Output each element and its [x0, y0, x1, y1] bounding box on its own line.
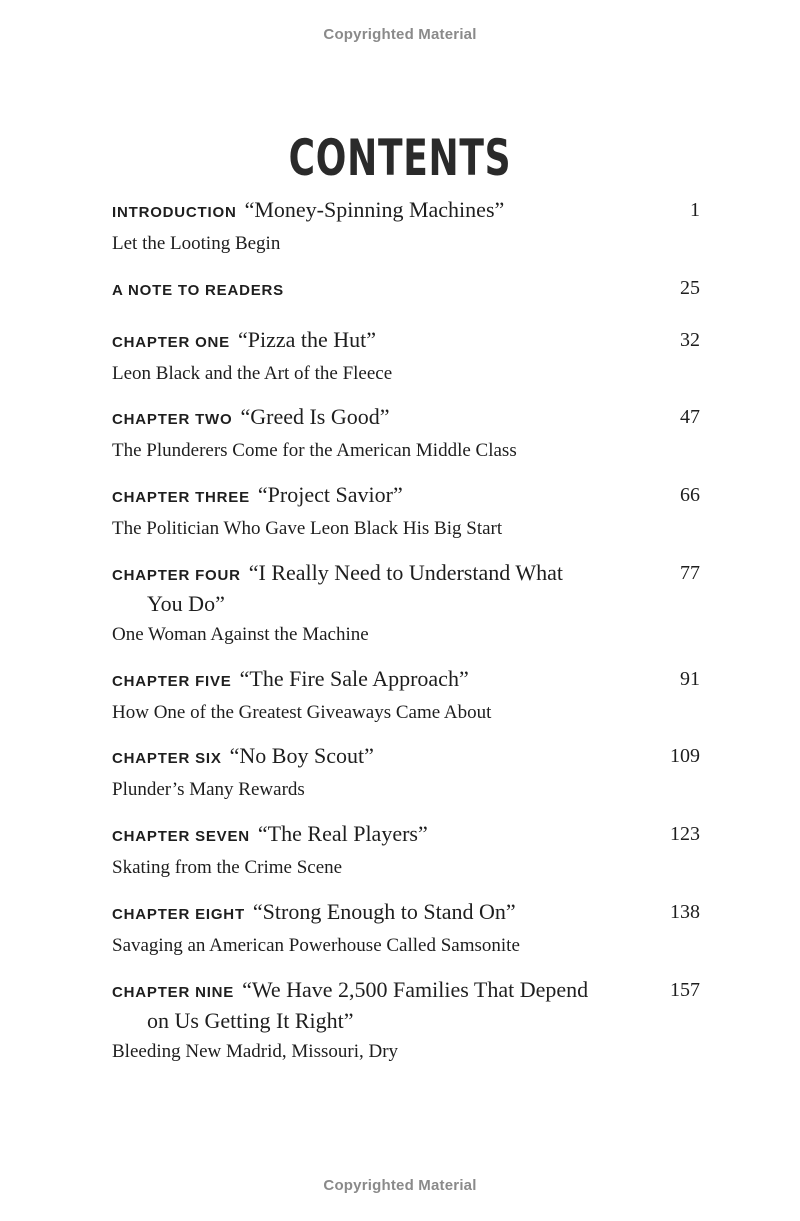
toc-entry-chapter-four[interactable]	[112, 559, 700, 647]
toc-entry-introduction[interactable]	[112, 196, 700, 256]
toc-entry-chapter-one[interactable]	[112, 326, 700, 386]
page-number: 157	[670, 979, 700, 1001]
chapter-title-continued: on Us Getting It Right”	[147, 1008, 354, 1033]
page-number: 25	[680, 277, 700, 299]
toc-entry-chapter-eight[interactable]	[112, 898, 700, 958]
chapter-subtitle: Skating from the Crime Scene	[112, 857, 343, 878]
chapter-title-continued: You Do”	[147, 591, 225, 616]
copyright-watermark-top: Copyrighted Material	[323, 26, 477, 43]
chapter-title: “The Fire Sale Approach”	[239, 666, 469, 691]
chapter-label: CHAPTER NINE	[112, 984, 235, 1001]
page-number: 32	[680, 329, 700, 351]
toc-entry-chapter-six[interactable]	[112, 742, 700, 802]
page-number: 123	[670, 823, 700, 845]
chapter-title: “The Real Players”	[257, 821, 428, 846]
chapter-subtitle: Savaging an American Powerhouse Called Samsonite	[112, 935, 520, 956]
chapter-subtitle: The Plunderers Come for the American Middle Class	[112, 440, 517, 461]
chapter-label: CHAPTER SEVEN	[112, 828, 250, 845]
toc-entry-chapter-seven[interactable]	[112, 820, 700, 880]
toc-entry-note-to-readers[interactable]	[112, 274, 700, 305]
toc-entry-chapter-two[interactable]	[112, 403, 700, 463]
chapter-title: “Strong Enough to Stand On”	[252, 899, 516, 924]
chapter-subtitle: Leon Black and the Art of the Fleece	[112, 363, 393, 384]
entry-heading	[112, 274, 700, 305]
chapter-subtitle: Plunder’s Many Rewards	[112, 779, 305, 800]
page-number: 47	[680, 406, 700, 428]
entry-heading	[112, 481, 700, 512]
toc-entry-chapter-nine[interactable]	[112, 976, 700, 1064]
entry-heading	[112, 742, 700, 773]
chapter-subtitle: How One of the Greatest Giveaways Came About	[112, 702, 492, 723]
entry-heading	[112, 665, 700, 696]
chapter-label: CHAPTER THREE	[112, 489, 250, 506]
chapter-subtitle: Let the Looting Begin	[112, 233, 281, 254]
chapter-title: “Greed Is Good”	[240, 404, 390, 429]
chapter-label: CHAPTER ONE	[112, 334, 230, 351]
page-number: 109	[670, 745, 700, 767]
chapter-subtitle: The Politician Who Gave Leon Black His Big Start	[112, 518, 503, 539]
page-number: 91	[680, 668, 700, 690]
page-number: 66	[680, 484, 700, 506]
entry-heading	[112, 196, 700, 227]
chapter-label: CHAPTER TWO	[112, 411, 233, 428]
toc-entry-chapter-five[interactable]	[112, 665, 700, 725]
copyright-watermark-bottom: Copyrighted Material	[323, 1177, 477, 1194]
page-number: 138	[670, 901, 700, 923]
chapter-title: “No Boy Scout”	[229, 743, 374, 768]
entry-heading	[112, 898, 700, 929]
entry-heading	[112, 559, 700, 618]
chapter-label: A NOTE TO READERS	[112, 282, 284, 299]
chapter-title: “Project Savior”	[257, 482, 403, 507]
chapter-subtitle: One Woman Against the Machine	[112, 624, 369, 645]
entry-heading	[112, 326, 700, 357]
chapter-subtitle: Bleeding New Madrid, Missouri, Dry	[112, 1041, 399, 1062]
page-title: CONTENTS	[288, 129, 512, 187]
chapter-label: CHAPTER FIVE	[112, 673, 232, 690]
chapter-label: CHAPTER EIGHT	[112, 906, 245, 923]
chapter-title: “Pizza the Hut”	[237, 327, 377, 352]
chapter-title: “Money-Spinning Machines”	[244, 197, 505, 222]
page-number: 1	[690, 199, 700, 221]
chapter-title: “I Really Need to Understand What	[248, 560, 563, 585]
page-number: 77	[680, 562, 700, 584]
toc-entry-chapter-three[interactable]	[112, 481, 700, 541]
chapter-label: CHAPTER SIX	[112, 750, 222, 767]
chapter-label: INTRODUCTION	[112, 204, 237, 221]
chapter-title: “We Have 2,500 Families That Depend	[242, 977, 589, 1002]
entry-heading	[112, 976, 700, 1035]
chapter-label: CHAPTER FOUR	[112, 567, 241, 584]
entry-heading	[112, 820, 700, 851]
entry-heading	[112, 403, 700, 434]
